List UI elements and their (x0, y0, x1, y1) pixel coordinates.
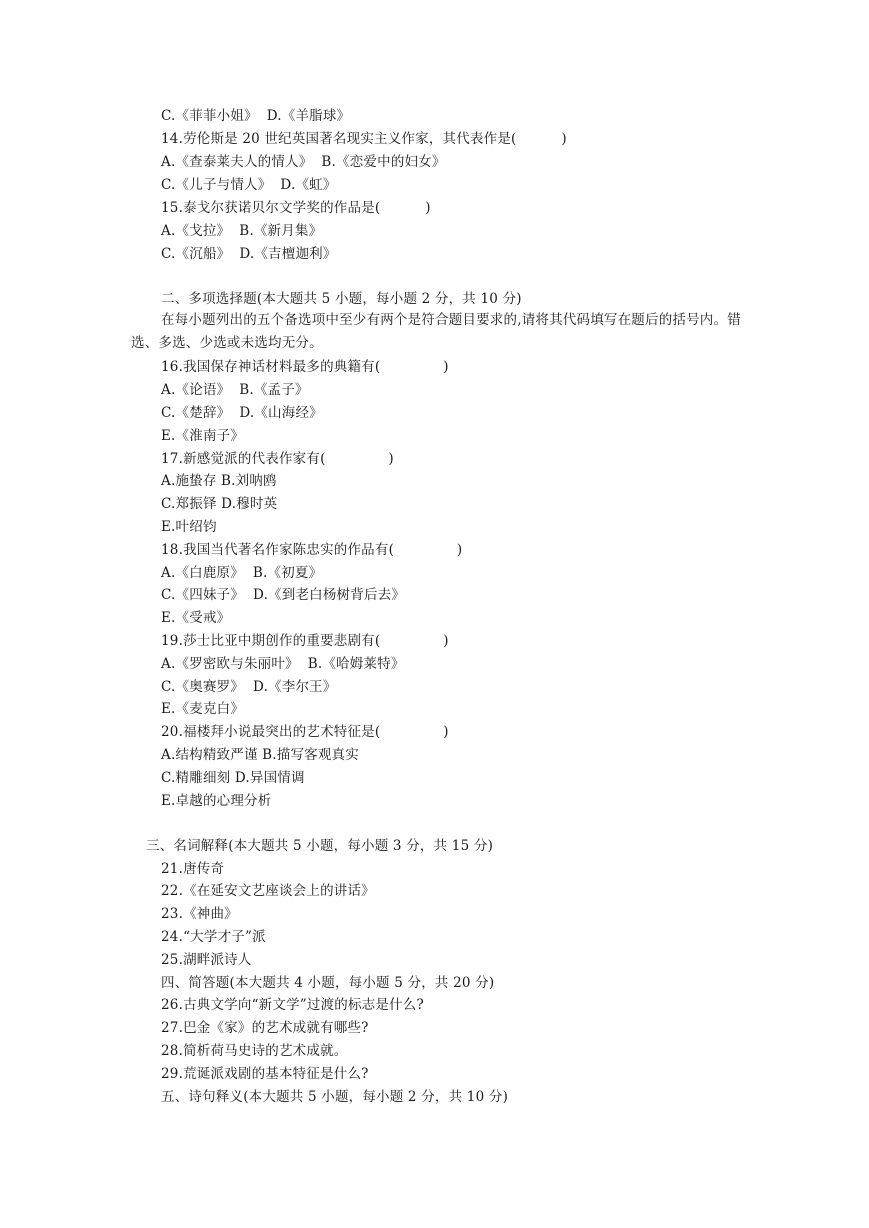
q17-options-ab: A.施蛰存 B.刘呐鸥 (161, 473, 277, 489)
q23-item: 23.《神曲》 (161, 906, 238, 922)
q16-options-ab: A.《论语》 B.《孟子》 (161, 382, 309, 398)
q13-options-cd: C.《菲菲小姐》 D.《羊脂球》 (161, 108, 351, 124)
q15-options-cd: C.《沉船》 D.《吉檀迦利》 (161, 246, 337, 262)
q19-option-e: E.《麦克白》 (161, 701, 245, 717)
q20-options-ab: A.结构精致严谨 B.描写客观真实 (161, 747, 359, 763)
q20-options-cd: C.精雕细刻 D.异国情调 (161, 770, 305, 786)
section3-heading: 三、名词解释(本大题共 5 小题，每小题 3 分，共 15 分) (146, 838, 494, 854)
q18-options-ab: A.《白鹿原》 B.《初夏》 (161, 565, 323, 581)
q18-stem: 18.我国当代著名作家陈忠实的作品有( ) (161, 542, 463, 558)
q19-options-cd: C.《奥赛罗》 D.《李尔王》 (161, 679, 337, 695)
q18-options-cd: C.《四妹子》 D.《到老白杨树背后去》 (161, 587, 406, 603)
section2-instructions: 在每小题列出的五个备选项中至少有两个是符合题目要求的,请将其代码填写在题后的括号内。错选、多选、少选或未选均无分。 (131, 312, 741, 351)
q15-options-ab: A.《戈拉》 B.《新月集》 (161, 223, 323, 239)
q24-item: 24.“大学才子”派 (161, 929, 266, 945)
q15-stem: 15.泰戈尔获诺贝尔文学奖的作品是( ) (161, 200, 431, 216)
q20-option-e: E.卓越的心理分析 (161, 793, 272, 809)
q16-options-cd: C.《楚辞》 D.《山海经》 (161, 405, 323, 421)
section5-heading: 五、诗句释义(本大题共 5 小题，每小题 2 分，共 10 分) (161, 1089, 509, 1105)
q19-stem: 19.莎士比亚中期创作的重要悲剧有( ) (161, 633, 449, 649)
q21-item: 21.唐传奇 (161, 861, 225, 877)
q28-item: 28.简析荷马史诗的艺术成就。 (161, 1043, 348, 1059)
section4-heading: 四、简答题(本大题共 4 小题，每小题 5 分，共 20 分) (161, 975, 495, 991)
q17-option-e: E.叶绍钧 (161, 519, 217, 535)
q22-item: 22.《在延安文艺座谈会上的讲话》 (161, 883, 375, 899)
q18-option-e: E.《受戒》 (161, 610, 231, 626)
q14-options-ab: A.《查泰莱夫人的情人》 B.《恋爱中的妇女》 (161, 154, 446, 170)
q14-stem: 14.劳伦斯是 20 世纪英国著名现实主义作家，其代表作是( ) (161, 131, 567, 147)
q27-item: 27.巴金《家》的艺术成就有哪些? (161, 1020, 369, 1036)
section2-heading: 二、多项选择题(本大题共 5 小题，每小题 2 分，共 10 分) (161, 291, 522, 307)
q29-item: 29.荒诞派戏剧的基本特征是什么? (161, 1066, 369, 1082)
q17-stem: 17.新感觉派的代表作家有( ) (161, 451, 394, 467)
q26-item: 26.古典文学向“新文学”过渡的标志是什么? (161, 997, 424, 1013)
q16-option-e: E.《淮南子》 (161, 428, 245, 444)
q20-stem: 20.福楼拜小说最突出的艺术特征是( ) (161, 724, 449, 740)
q19-options-ab: A.《罗密欧与朱丽叶》 B.《哈姆莱特》 (161, 656, 405, 672)
q17-options-cd: C.郑振铎 D.穆时英 (161, 496, 278, 512)
q16-stem: 16.我国保存神话材料最多的典籍有( ) (161, 359, 449, 375)
q14-options-cd: C.《儿子与情人》 D.《虹》 (161, 177, 337, 193)
q25-item: 25.湖畔派诗人 (161, 952, 252, 968)
